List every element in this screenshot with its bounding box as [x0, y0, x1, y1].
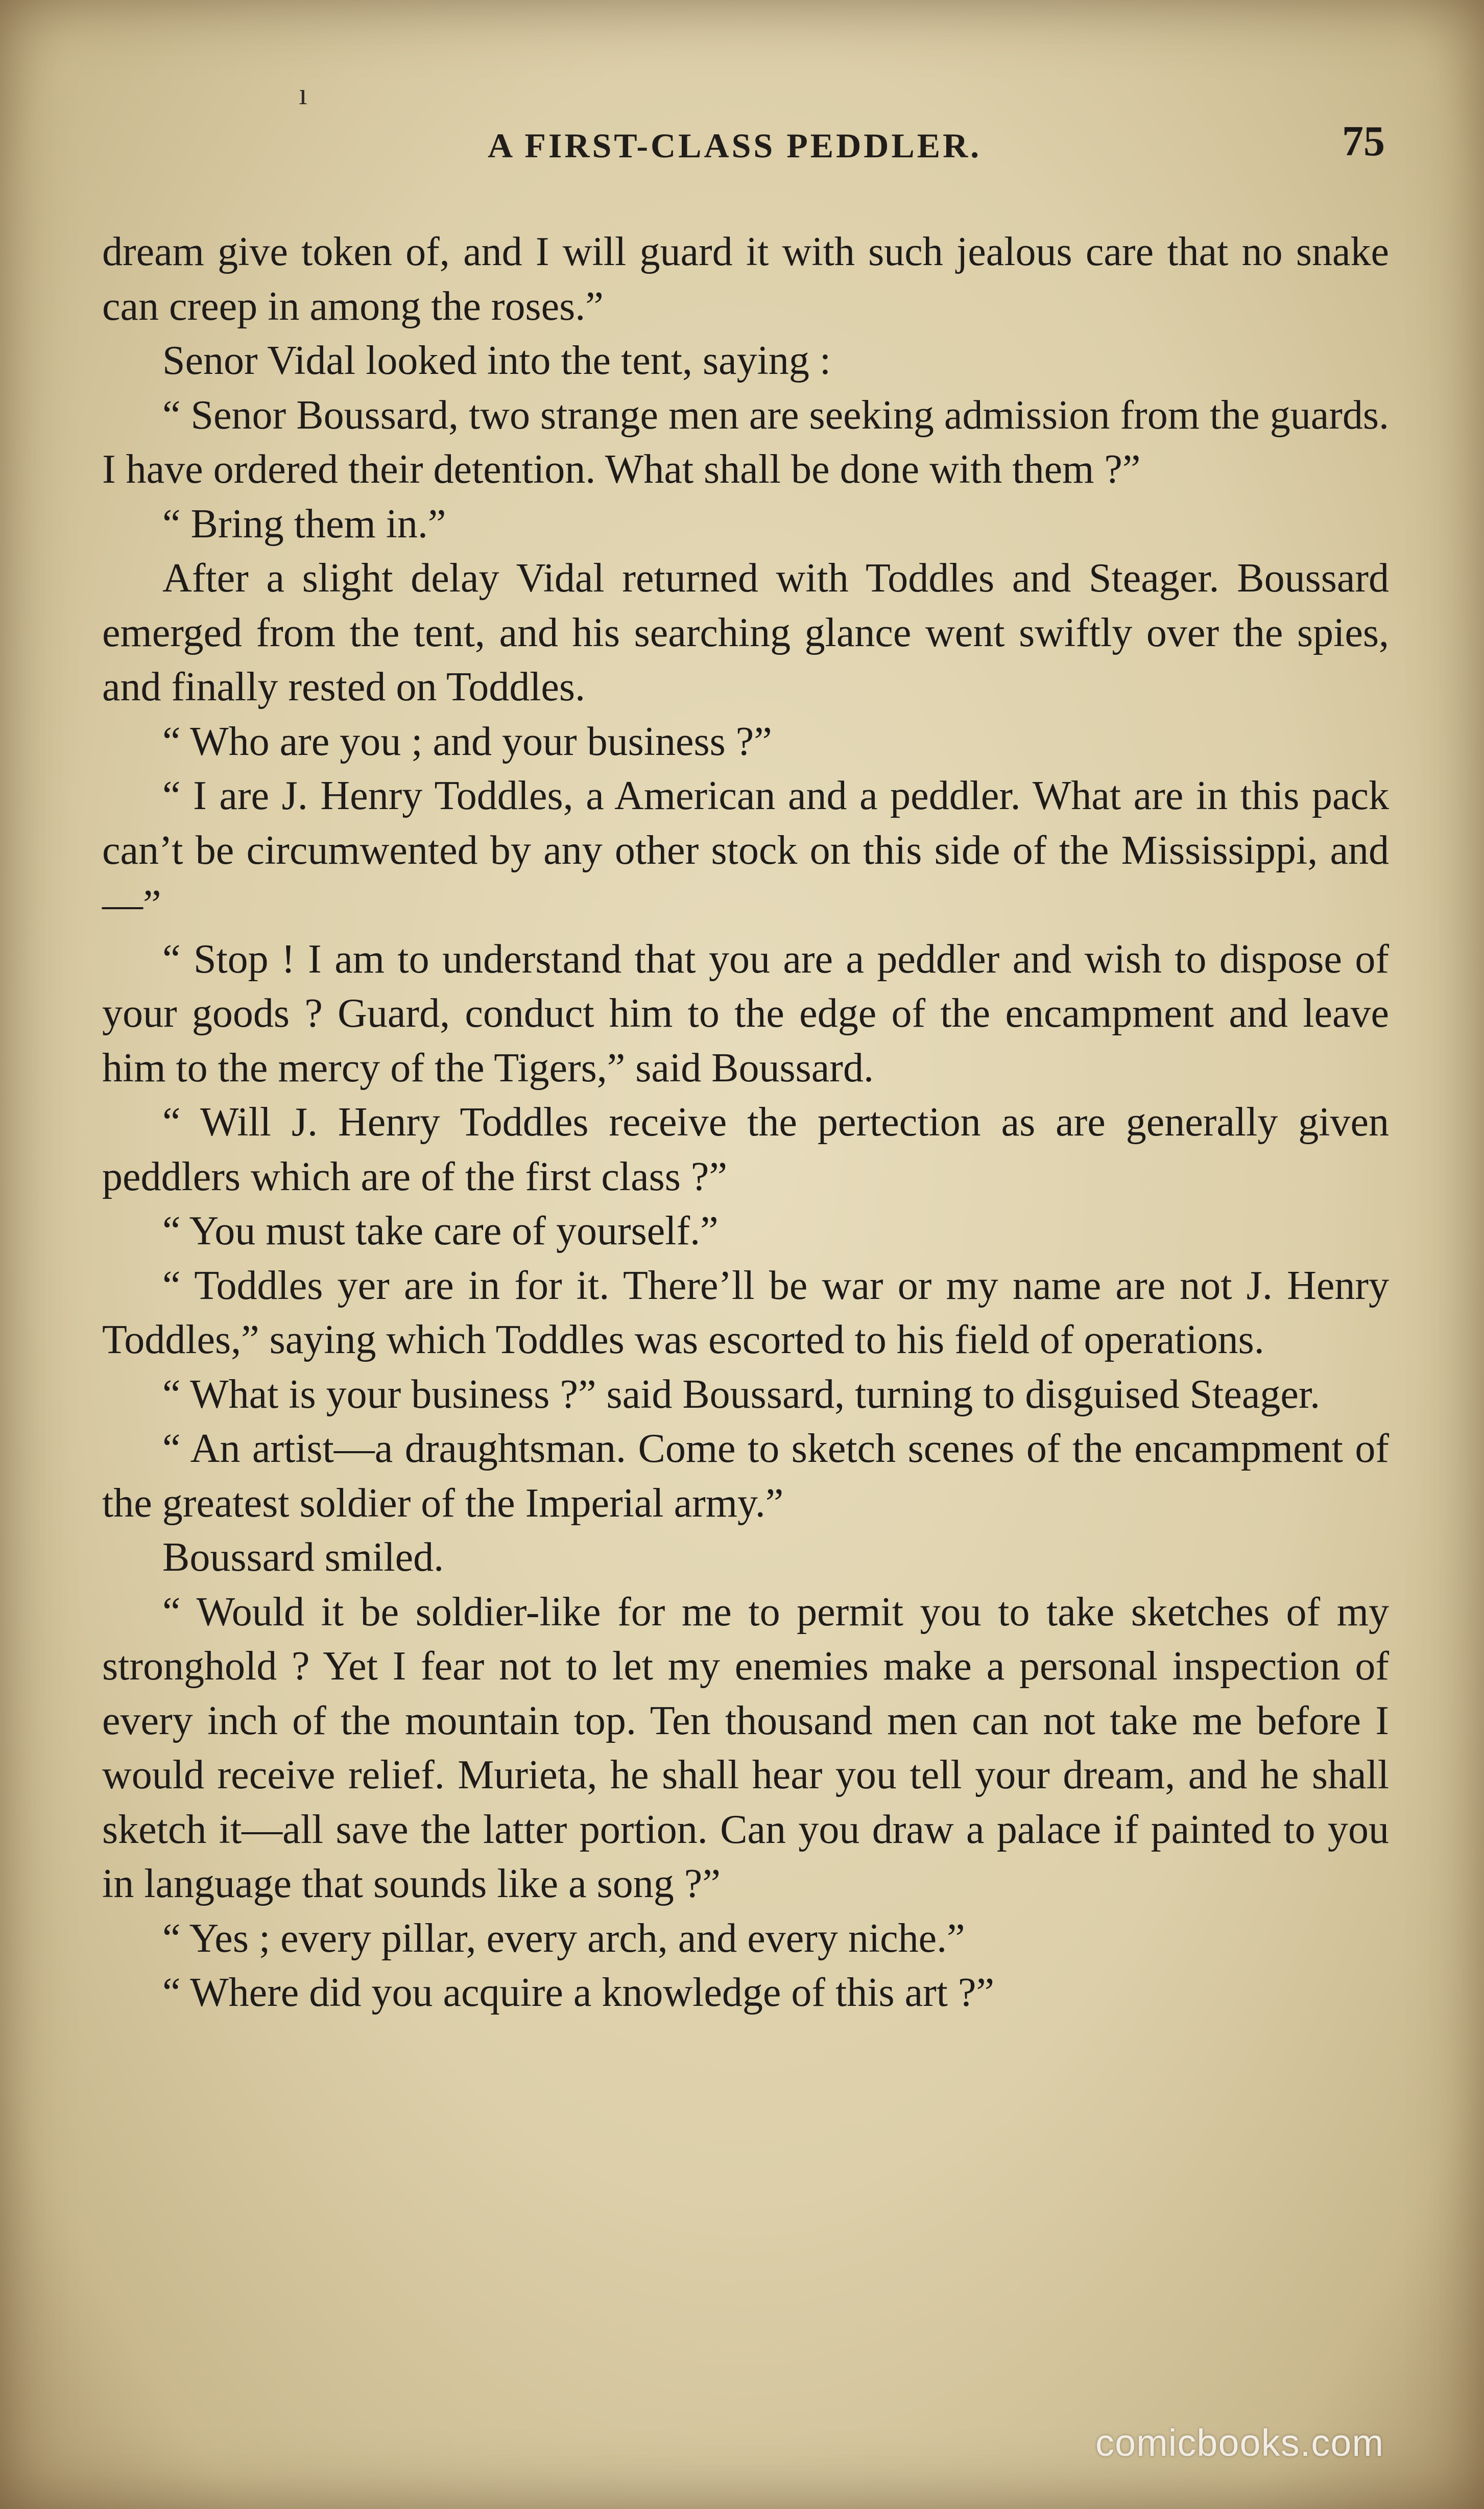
- paragraph: “ Toddles yer are in for it. There’ll be war or my name are not J. Henry Toddles,” saying which Toddles was escorted to his field of operations.: [102, 1263, 1389, 1362]
- paragraph: “ Senor Boussard, two strange men are seeking admission from the guards. I have ordered their detention. What shall be done with them ?”: [102, 392, 1389, 492]
- paragraph: dream give token of, and I will guard it with such jealous care that no snake can creep in among the roses.”: [102, 229, 1389, 329]
- paragraph: “ Stop ! I am to understand that you are a peddler and wish to dispose of your goods ? Guard, conduct him to the edge of the encampment and leave him to the mercy of the Tigers,” said Boussard.: [102, 936, 1389, 1091]
- paragraph: “ Where did you acquire a knowledge of this art ?”: [162, 1970, 994, 2015]
- page-header: [0, 116, 1484, 173]
- paragraph: “ Yes ; every pillar, every arch, and every niche.”: [162, 1915, 965, 1961]
- running-title: A FIRST-CLASS PEDDLER.: [488, 126, 982, 165]
- paragraph: “ Will J. Henry Toddles receive the pertection as are generally given peddlers which are of the first class ?”: [102, 1100, 1389, 1199]
- ink-speck: ı: [299, 77, 307, 111]
- page-number: 75: [1342, 117, 1385, 165]
- paragraph: Senor Vidal looked into the tent, saying :: [162, 338, 831, 383]
- paragraph: “ Would it be soldier-like for me to permit you to take sketches of my stronghold ? Yet I fear not to let my enemies make a personal inspection of every inch of the mountain top. Ten thousand men can not take me before I would receive relief. Murieta, he shall hear you tell your dream, and he shall sketch it—all save the latter portion. Can you draw a palace if painted to you in language that sounds like a song ?”: [102, 1589, 1389, 1906]
- paragraph: “ What is your business ?” said Boussard, turning to disguised Steager.: [162, 1371, 1321, 1417]
- paragraph: Boussard smiled.: [162, 1535, 444, 1580]
- paragraph: “ An artist—a draughtsman. Come to sketch scenes of the encampment of the greatest soldier of the Imperial army.”: [102, 1426, 1389, 1526]
- body-text: [102, 225, 1389, 2020]
- paragraph: “ I are J. Henry Toddles, a American and a peddler. What are in this pack can’t be circumwented by any other stock on this side of the Mississippi, and—”: [102, 773, 1389, 927]
- paragraph: “ Who are you ; and your business ?”: [162, 719, 772, 764]
- source-watermark: comicbooks.com: [1095, 2422, 1384, 2464]
- paragraph: After a slight delay Vidal returned with Toddles and Steager. Boussard emerged from the tent, and his searching glance went swiftly over the spies, and finally rested on Toddles.: [102, 556, 1389, 709]
- paragraph: “ You must take care of yourself.”: [162, 1209, 719, 1253]
- paragraph: “ Bring them in.”: [162, 501, 446, 547]
